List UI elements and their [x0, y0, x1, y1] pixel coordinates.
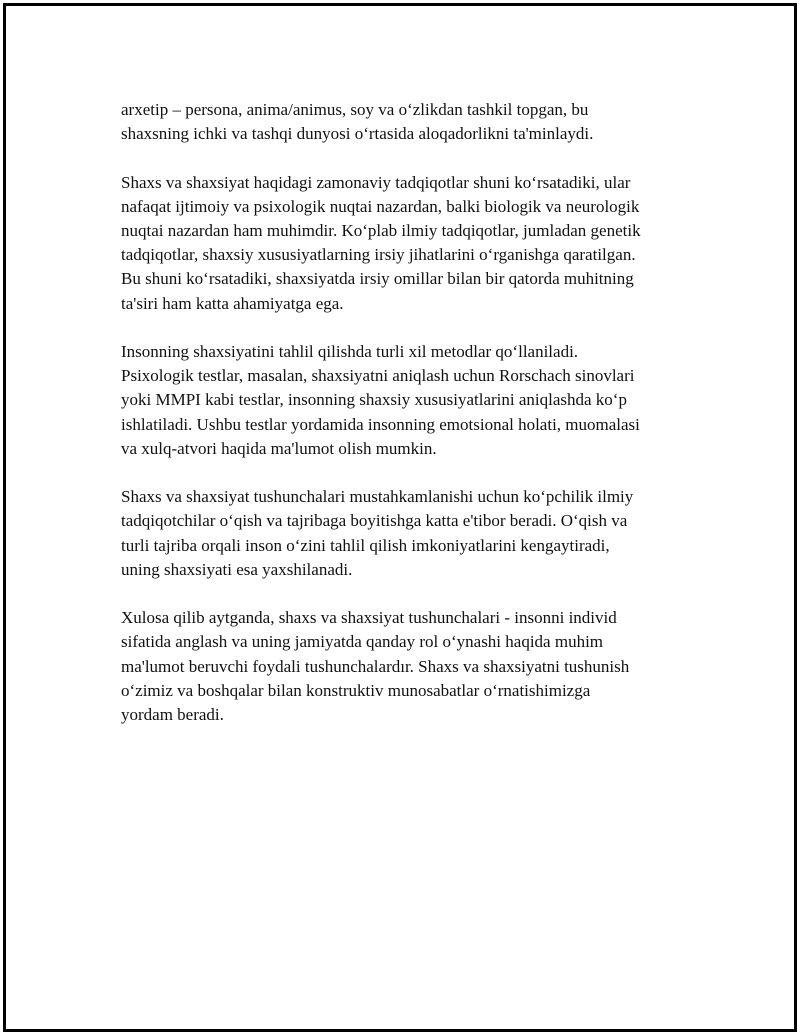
paragraph-1	[121, 98, 693, 146]
paragraph-2	[121, 171, 693, 316]
text-line: ishlatiladi. Ushbu testlar yordamida insonning emotsional holati, muomalasi	[121, 414, 640, 434]
text-line: tadqiqotchilar o‘qish va tajribaga boyitishga katta e'tibor beradi. O‘qish va	[121, 511, 628, 531]
text-line: ta'siri ham katta ahamiyatga ega.	[121, 293, 344, 313]
text-line: arxetip – persona, anima/animus, soy va o‘zlikdan tashkil topgan, bu	[121, 100, 589, 119]
page-frame	[3, 3, 797, 1032]
text-line: sifatida anglash va uning jamiyatda qanday rol o‘ynashi haqida muhim	[121, 632, 604, 652]
paragraph-3	[121, 340, 693, 461]
text-line: turli tajriba orqali inson o‘zini tahlil qilish imkoniyatlarini kengaytiradi,	[121, 535, 610, 555]
text-line: Bu shuni ko‘rsatadiki, shaxsiyatda irsiy omillar bilan bir qatorda muhitning	[121, 269, 634, 289]
text-line: Psixologik testlar, masalan, shaxsiyatni aniqlash uchun Rorschach sinovlari	[121, 366, 635, 386]
text-line: uning shaxsiyati esa yaxshilanadi.	[121, 559, 353, 579]
text-line: va xulq-atvori haqida ma'lumot olish mumkin.	[121, 438, 437, 458]
document-body	[121, 98, 693, 751]
paragraph-4	[121, 485, 693, 582]
text-line: Shaxs va shaxsiyat haqidagi zamonaviy tadqiqotlar shuni ko‘rsatadiki, ular	[121, 172, 631, 192]
text-line: o‘zimiz va boshqalar bilan konstruktiv munosabatlar o‘rnatishimizga	[121, 680, 591, 700]
text-line: Shaxs va shaxsiyat tushunchalari mustahkamlanishi uchun ko‘pchilik ilmiy	[121, 487, 634, 507]
text-line: Xulosa qilib aytganda, shaxs va shaxsiyat tushunchalari - insonni individ	[121, 608, 617, 628]
text-line: nuqtai nazardan ham muhimdir. Ko‘plab ilmiy tadqiqotlar, jumladan genetik	[121, 221, 641, 240]
text-line: yoki MMPI kabi testlar, insonning shaxsiy xususiyatlarini aniqlashda ko‘p	[121, 390, 627, 410]
text-line: nafaqat ijtimoiy va psixologik nuqtai nazardan, balki biologik va neurologik	[121, 196, 640, 216]
text-line: ma'lumot beruvchi foydali tushunchalardır. Shaxs va shaxsiyatni tushunish	[121, 656, 630, 676]
text-line: yordam beradi.	[121, 705, 224, 725]
text-line: shaxsning ichki va tashqi dunyosi o‘rtasida aloqadorlikni ta'minlaydi.	[121, 124, 594, 144]
paragraph-5	[121, 606, 693, 727]
text-line: tadqiqotlar, shaxsiy xususiyatlarning irsiy jihatlarini o‘rganishga qaratilgan.	[121, 245, 636, 265]
text-line: Insonning shaxsiyatini tahlil qilishda turli xil metodlar qo‘llaniladi.	[121, 342, 579, 361]
